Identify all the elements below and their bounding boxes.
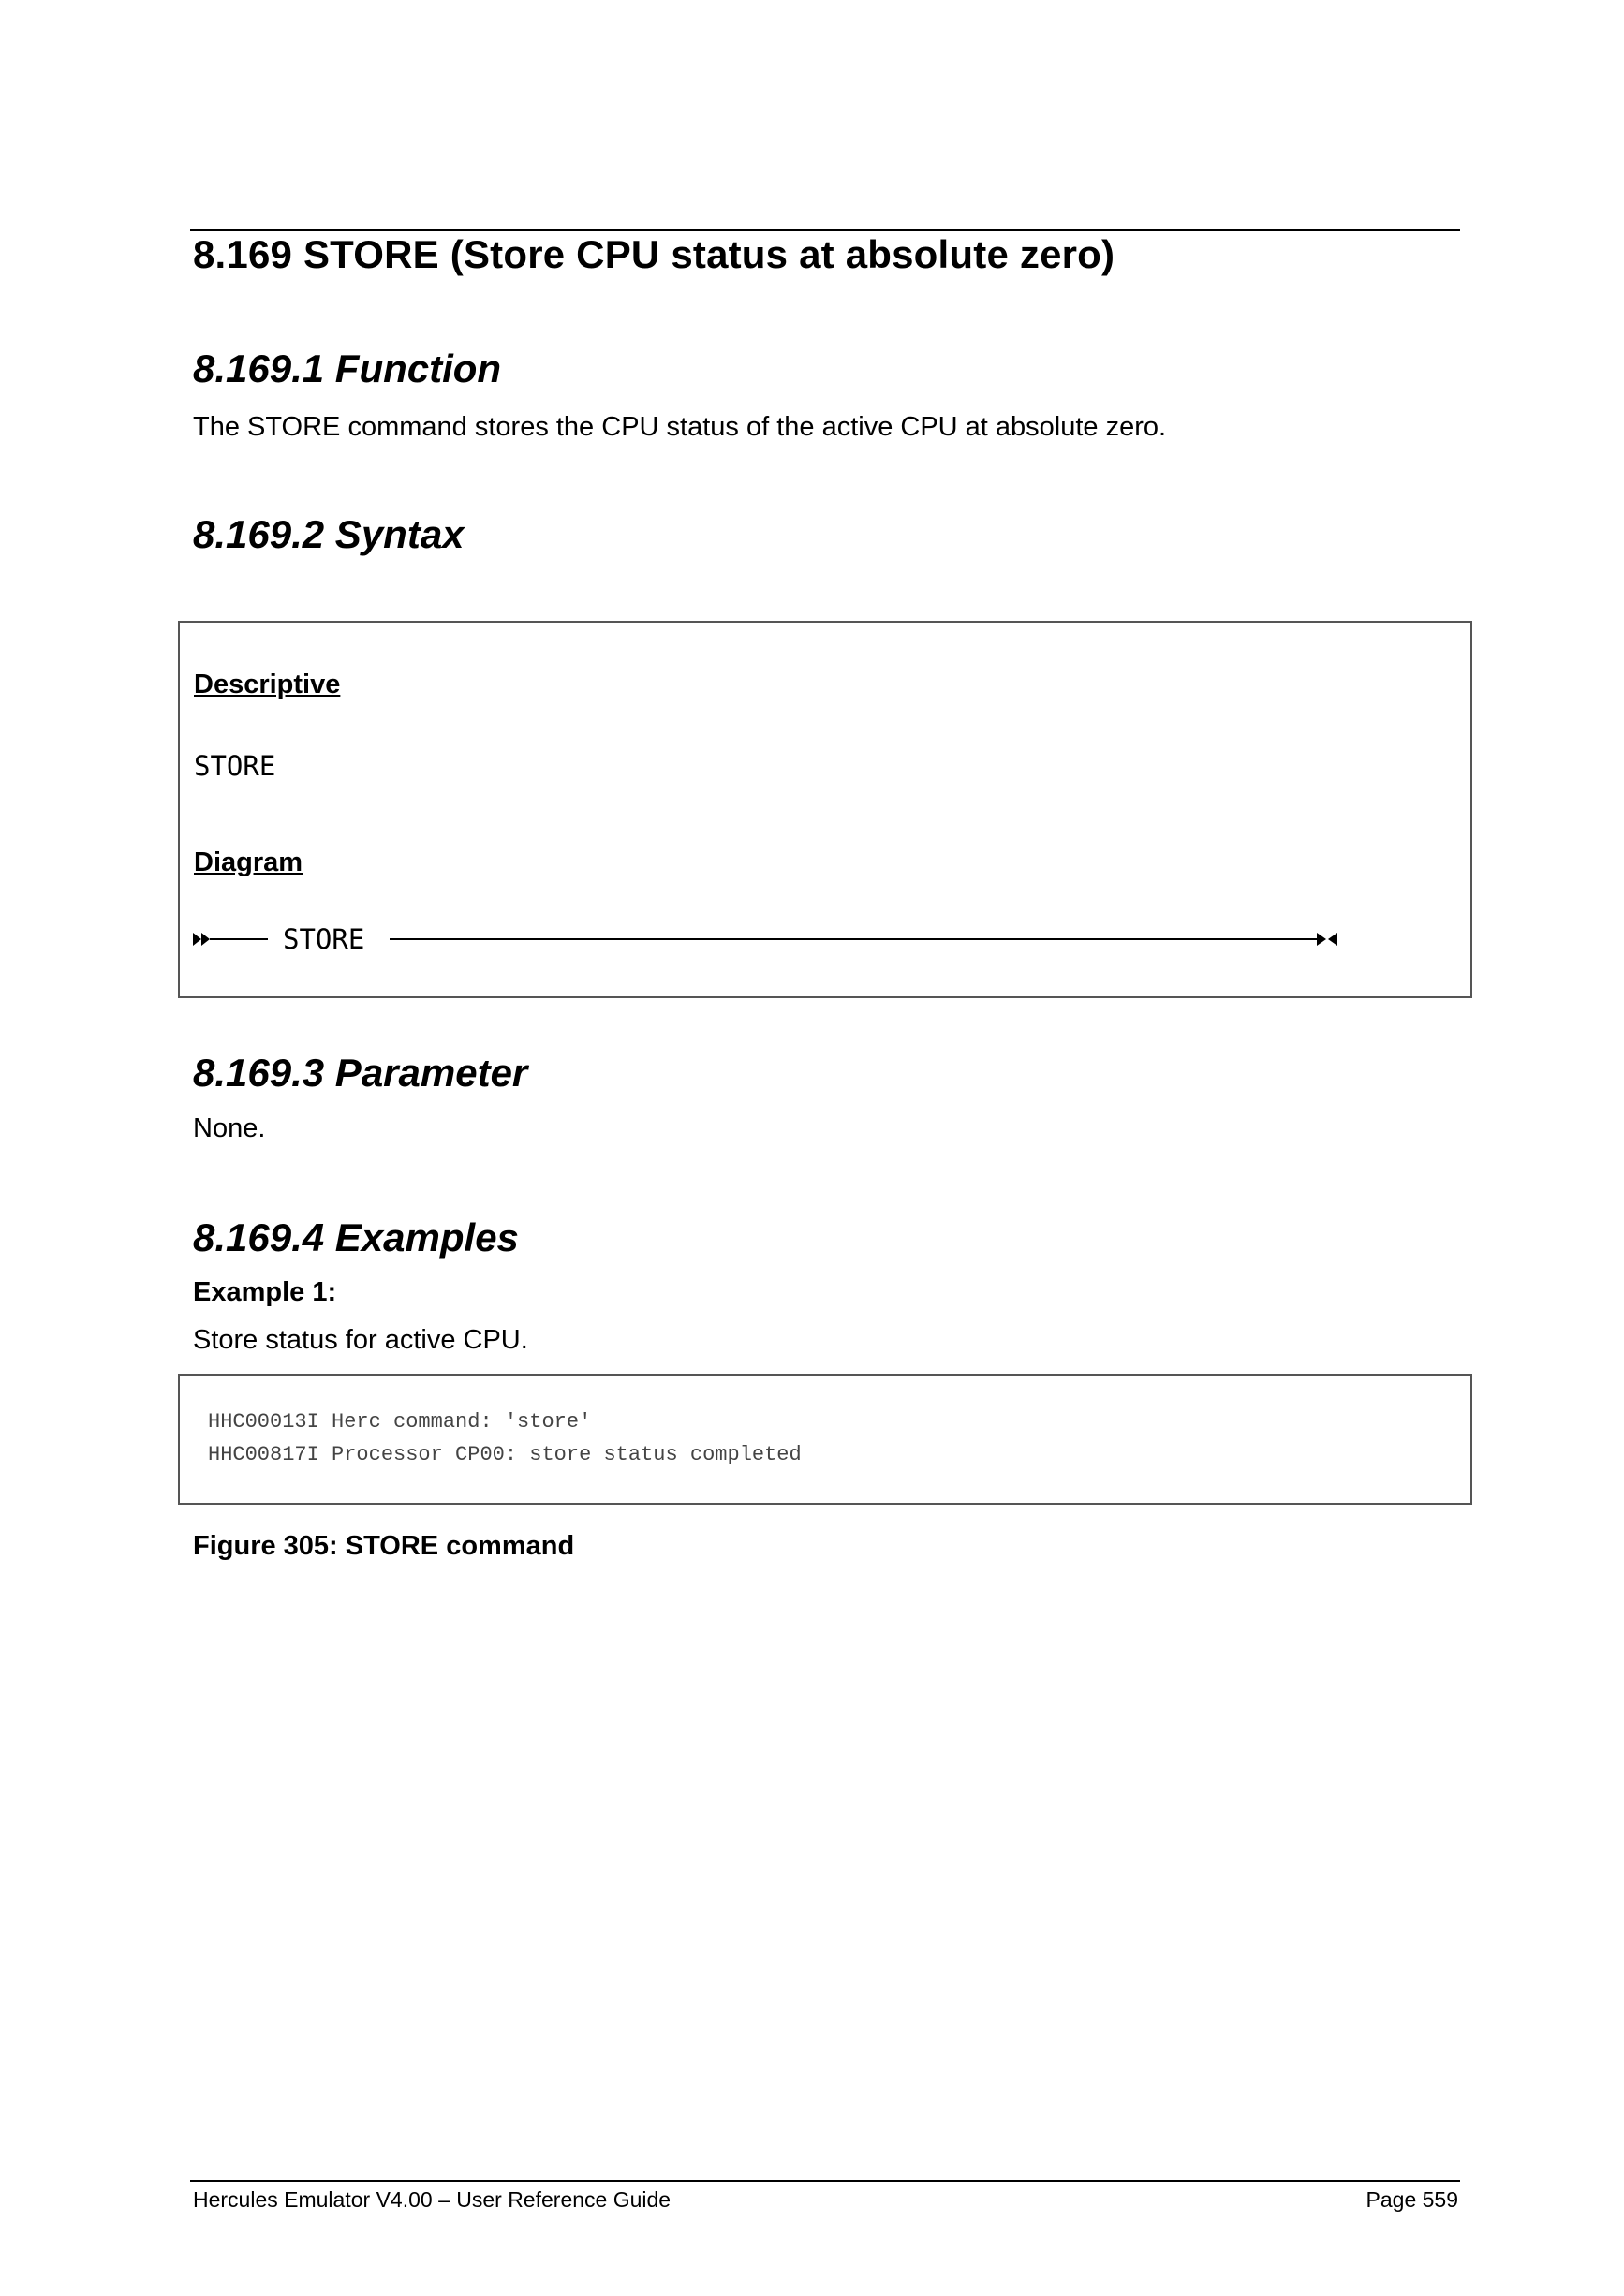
example-code-box bbox=[178, 1374, 1472, 1505]
function-heading: 8.169.1 Function bbox=[193, 346, 502, 390]
descriptive-label: Descriptive bbox=[194, 670, 341, 699]
header-rule bbox=[190, 229, 1460, 231]
figure-caption: Figure 305: STORE command bbox=[193, 1531, 575, 1561]
example1-text: Store status for active CPU. bbox=[193, 1325, 528, 1355]
footer-rule bbox=[190, 2180, 1460, 2182]
code-line: HHC00817I Processor CP00: store status completed bbox=[208, 1443, 802, 1466]
examples-heading: 8.169.4 Examples bbox=[193, 1215, 519, 1259]
syntax-diagram bbox=[193, 920, 1373, 958]
diagram-keyword: STORE bbox=[283, 923, 365, 955]
diagram-label: Diagram bbox=[194, 847, 303, 877]
descriptive-syntax: STORE bbox=[194, 750, 276, 782]
parameter-heading: 8.169.3 Parameter bbox=[193, 1051, 528, 1095]
function-text: The STORE command stores the CPU status of the active CPU at absolute zero. bbox=[193, 412, 1167, 442]
diagram-start-arrow bbox=[193, 933, 201, 946]
page-number: Page 559 bbox=[1366, 2187, 1458, 2212]
footer-title: Hercules Emulator V4.00 – User Reference Guide bbox=[193, 2187, 672, 2212]
diagram-end-arrow-2 bbox=[1328, 933, 1337, 946]
parameter-text: None. bbox=[193, 1113, 266, 1143]
code-block bbox=[208, 1406, 802, 1471]
section-title: 8.169 STORE (Store CPU status at absolute zero) bbox=[193, 232, 1115, 276]
code-line: HHC00013I Herc command: 'store' bbox=[208, 1410, 592, 1434]
diagram-start-arrow-2 bbox=[201, 933, 210, 946]
syntax-heading: 8.169.2 Syntax bbox=[193, 512, 465, 556]
example1-label: Example 1: bbox=[193, 1277, 337, 1307]
diagram-end-arrow bbox=[1317, 933, 1326, 946]
syntax-box bbox=[178, 621, 1472, 998]
